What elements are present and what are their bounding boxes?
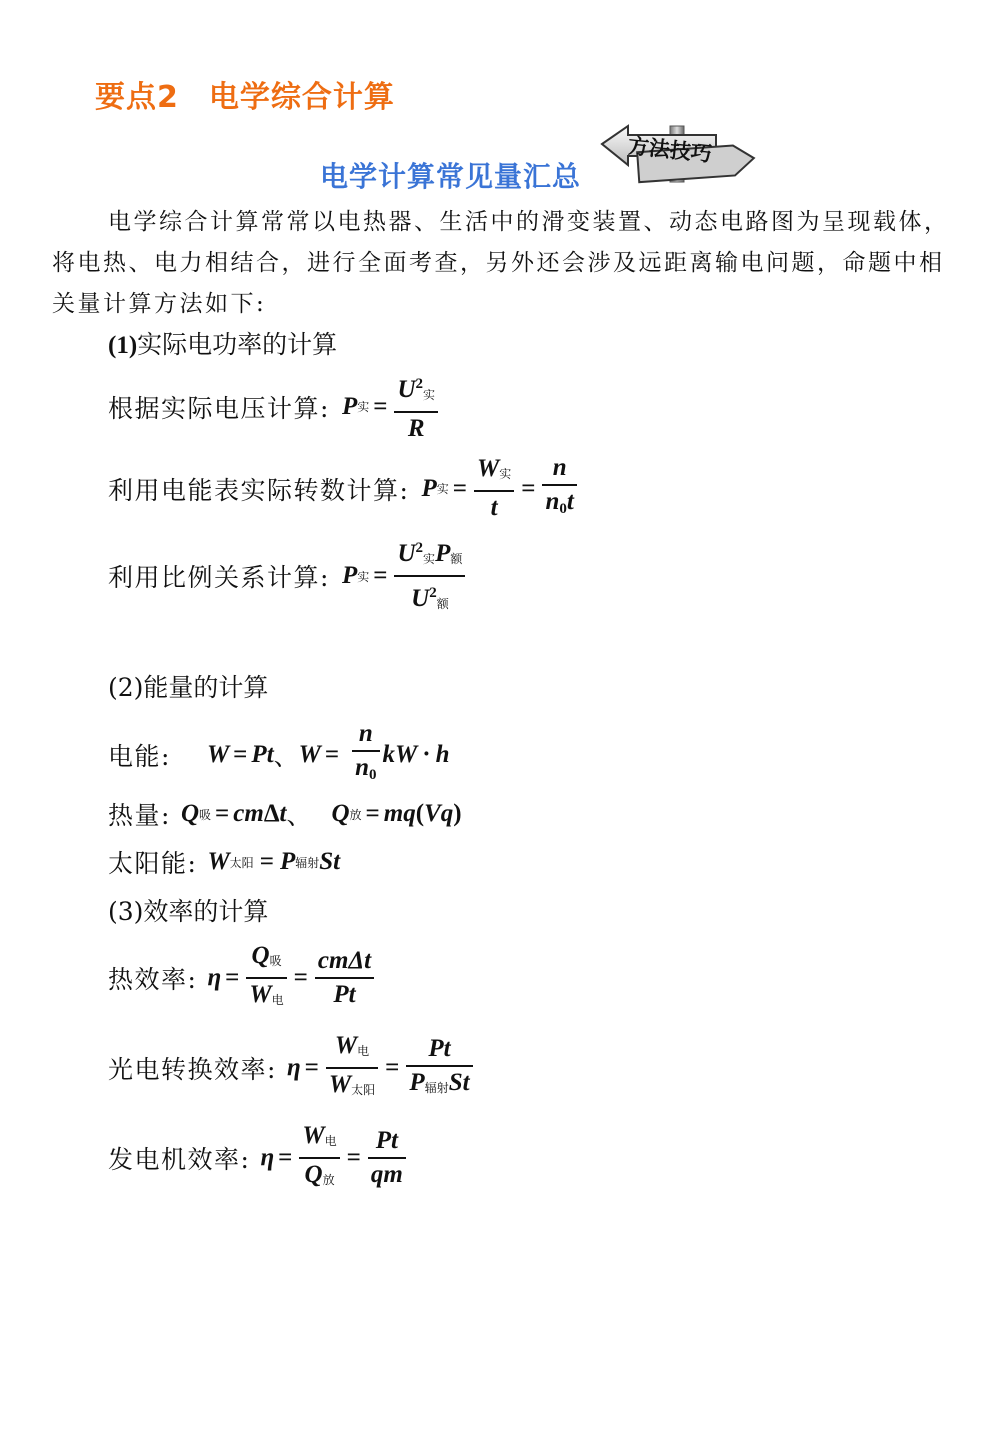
f3-label: 利用比例关系计算: [108, 563, 330, 592]
formula-energy: 电能: W = Pt 、 W = $\frac{n}{n_0}$ kW · h [108, 720, 450, 783]
formula-voltage: 根据实际电压计算: P 实 = $\frac{U^2_实}{R}$ [108, 368, 441, 445]
sub-taiyang: 太阳 [229, 855, 254, 870]
sub-xi: 吸 [199, 807, 212, 822]
sub-shi: 实 [357, 569, 370, 584]
s1-title-cn: 实际电功率的计算 [137, 330, 338, 359]
formula-thermal-eff: 热效率: η = $\frac{\text{Q吸}}{\text{W电}}$ = $\frac{\text{cmΔt}}{Pt}$ [108, 940, 377, 1016]
sub-fang: 放 [349, 807, 362, 822]
formula-photo-eff: 光电转换效率: η = $\frac{\text{W电}}{\text{W太阳}}$ = $\frac{Pt}{\text{P辐射St}}$ [108, 1030, 476, 1106]
heat-label: 热量: [108, 801, 171, 830]
badge-text: 方法技巧 [626, 133, 713, 167]
formula-meter: 利用电能表实际转数计算: P 实 = $\frac{\text{W实}}{t}$ = $\frac{n}{n_0t}$ [108, 452, 580, 525]
section2-title: (2)能量的计算 [108, 673, 269, 702]
formula-heat: 热量: Q 吸 = cm Δ t 、 Q 放 = mq ( Vq ) [108, 796, 462, 832]
sub-shi: 实 [423, 552, 436, 566]
sub-fushe: 辐射 [295, 855, 320, 870]
sub-taiyang: 太阳 [351, 1083, 376, 1097]
section3-title: (3)效率的计算 [108, 897, 269, 926]
formula-generator-eff: 发电机效率: η = $\frac{\text{W电}}{\text{Q放}}$ = $\frac{Pt}{qm}$ [108, 1120, 409, 1196]
sub-xi: 吸 [269, 954, 282, 968]
sub-fushe: 辐射 [424, 1080, 449, 1095]
sub-shi: 实 [357, 400, 370, 414]
sub-shi: 实 [499, 467, 512, 481]
sub-fang: 放 [322, 1173, 335, 1187]
gen-label: 发电机效率: [108, 1145, 251, 1174]
subtitle: 电学计算常见量汇总 [320, 160, 582, 193]
formula-solar: 太阳能: W 太阳 = P 辐射 St [108, 844, 340, 880]
energy-label: 电能: [108, 741, 171, 771]
heading-label: 要点2 [95, 80, 179, 115]
intro-paragraph: 电学综合计算常常以电热器、生活中的滑变装置、动态电路图为呈现载体，将电热、电力相结合，进行全面考查，另外还会涉及远距离输电问题，命题中相关量计算方法如下: [52, 209, 950, 317]
signpost-arrow-icon [598, 122, 758, 184]
formula-ratio: 利用比例关系计算: P 实 = $\frac{U^2_实P额}{U^2_额}$ [108, 532, 468, 620]
heading-title: 电学综合计算 [208, 80, 395, 115]
sub-e: 额 [450, 552, 463, 566]
sub-dian: 电 [324, 1134, 337, 1148]
sub-e: 额 [436, 597, 449, 611]
section-heading [95, 72, 395, 116]
photo-label: 光电转换效率: [108, 1055, 277, 1084]
sub-dian: 电 [271, 993, 284, 1007]
section1-title: (1)实际电功率的计算 [108, 330, 338, 359]
heat-sep: 、 [286, 801, 312, 830]
sub-shi: 实 [423, 388, 436, 402]
f1-label: 根据实际电压计算: [108, 393, 330, 423]
energy-sep: 、 [273, 741, 299, 771]
solar-label: 太阳能: [108, 849, 198, 878]
thermal-label: 热效率: [108, 965, 198, 994]
energy-unit: kW · h [382, 740, 450, 768]
sub-dian: 电 [357, 1044, 370, 1058]
sub-shi: 实 [436, 482, 449, 496]
f2-label: 利用电能表实际转数计算: [108, 475, 410, 505]
